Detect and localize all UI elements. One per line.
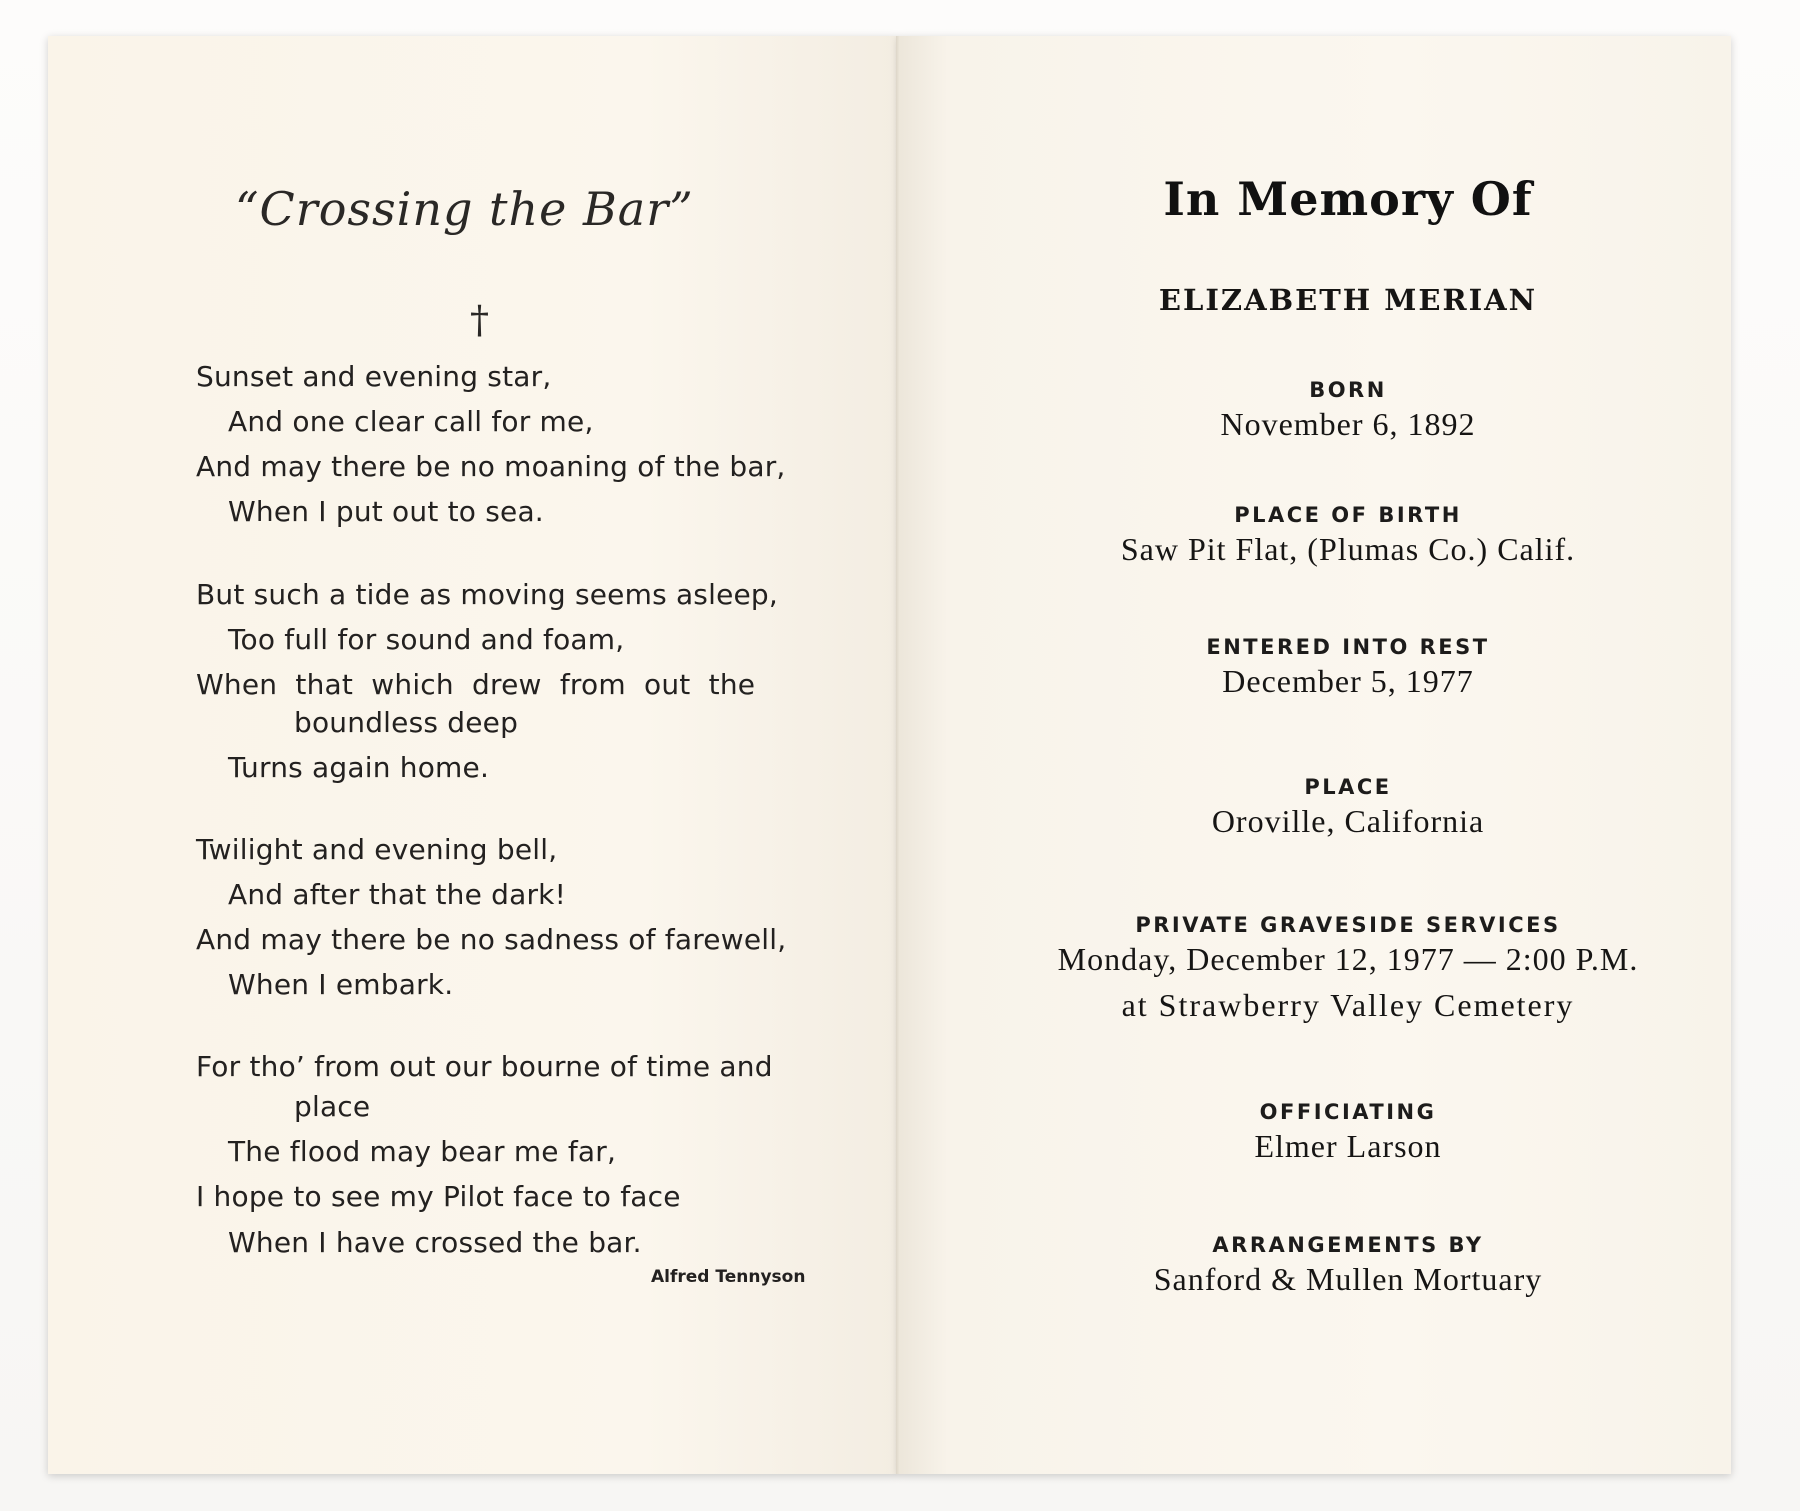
deceased-name: ELIZABETH MERIAN xyxy=(1158,283,1538,317)
birthplace-value: Saw Pit Flat, (Plumas Co.) Calif. xyxy=(1120,531,1576,567)
birthplace-label: PLACE OF BIRTH xyxy=(1234,503,1462,527)
poem-line: boundless deep xyxy=(294,706,519,739)
poem-line: place xyxy=(294,1090,371,1123)
poem-line: Turns again home. xyxy=(228,751,490,784)
poem-author: Alfred Tennyson xyxy=(651,1267,806,1287)
services-location: at Strawberry Valley Cemetery xyxy=(1121,987,1575,1023)
born-value: November 6, 1892 xyxy=(1220,406,1476,442)
poem-line: And after that the dark! xyxy=(228,878,567,911)
poem-line: And may there be no sadness of farewell, xyxy=(196,923,787,956)
poem-title: “Crossing the Bar” xyxy=(235,182,694,236)
poem-line: When I have crossed the bar. xyxy=(228,1226,642,1259)
services-date-time: Monday, December 12, 1977 — 2:00 P.M. xyxy=(1057,941,1639,977)
poem-line: I hope to see my Pilot face to face xyxy=(196,1180,681,1213)
poem-line: Twilight and evening bell, xyxy=(196,833,558,866)
arrangements-label: ARRANGEMENTS BY xyxy=(1212,1233,1484,1257)
officiating-value: Elmer Larson xyxy=(1254,1128,1442,1164)
memorial-heading: In Memory Of xyxy=(1163,172,1533,226)
poem-line: And may there be no moaning of the bar, xyxy=(196,450,786,483)
poem-line: When I put out to sea. xyxy=(228,495,544,528)
place-label: PLACE xyxy=(1304,775,1392,799)
arrangements-value: Sanford & Mullen Mortuary xyxy=(1153,1261,1543,1297)
born-label: BORN xyxy=(1309,378,1387,402)
right-page xyxy=(898,36,1731,1474)
poem-line: And one clear call for me, xyxy=(228,405,594,438)
officiating-label: OFFICIATING xyxy=(1259,1100,1437,1124)
poem-line: The flood may bear me far, xyxy=(228,1135,617,1168)
cross-icon: † xyxy=(470,298,489,342)
rest-label: ENTERED INTO REST xyxy=(1206,635,1490,659)
place-value: Oroville, California xyxy=(1211,803,1485,839)
poem-line: But such a tide as moving seems asleep, xyxy=(196,578,779,611)
poem-line: Sunset and evening star, xyxy=(196,360,552,393)
poem-line: When I embark. xyxy=(228,968,454,1001)
poem-line: For tho’ from out our bourne of time and xyxy=(196,1050,773,1083)
rest-value: December 5, 1977 xyxy=(1222,663,1474,699)
poem-line: Too full for sound and foam, xyxy=(228,623,625,656)
poem-line: When that which drew from out the xyxy=(196,668,756,701)
page-fold xyxy=(896,36,900,1474)
services-label: PRIVATE GRAVESIDE SERVICES xyxy=(1135,913,1561,937)
